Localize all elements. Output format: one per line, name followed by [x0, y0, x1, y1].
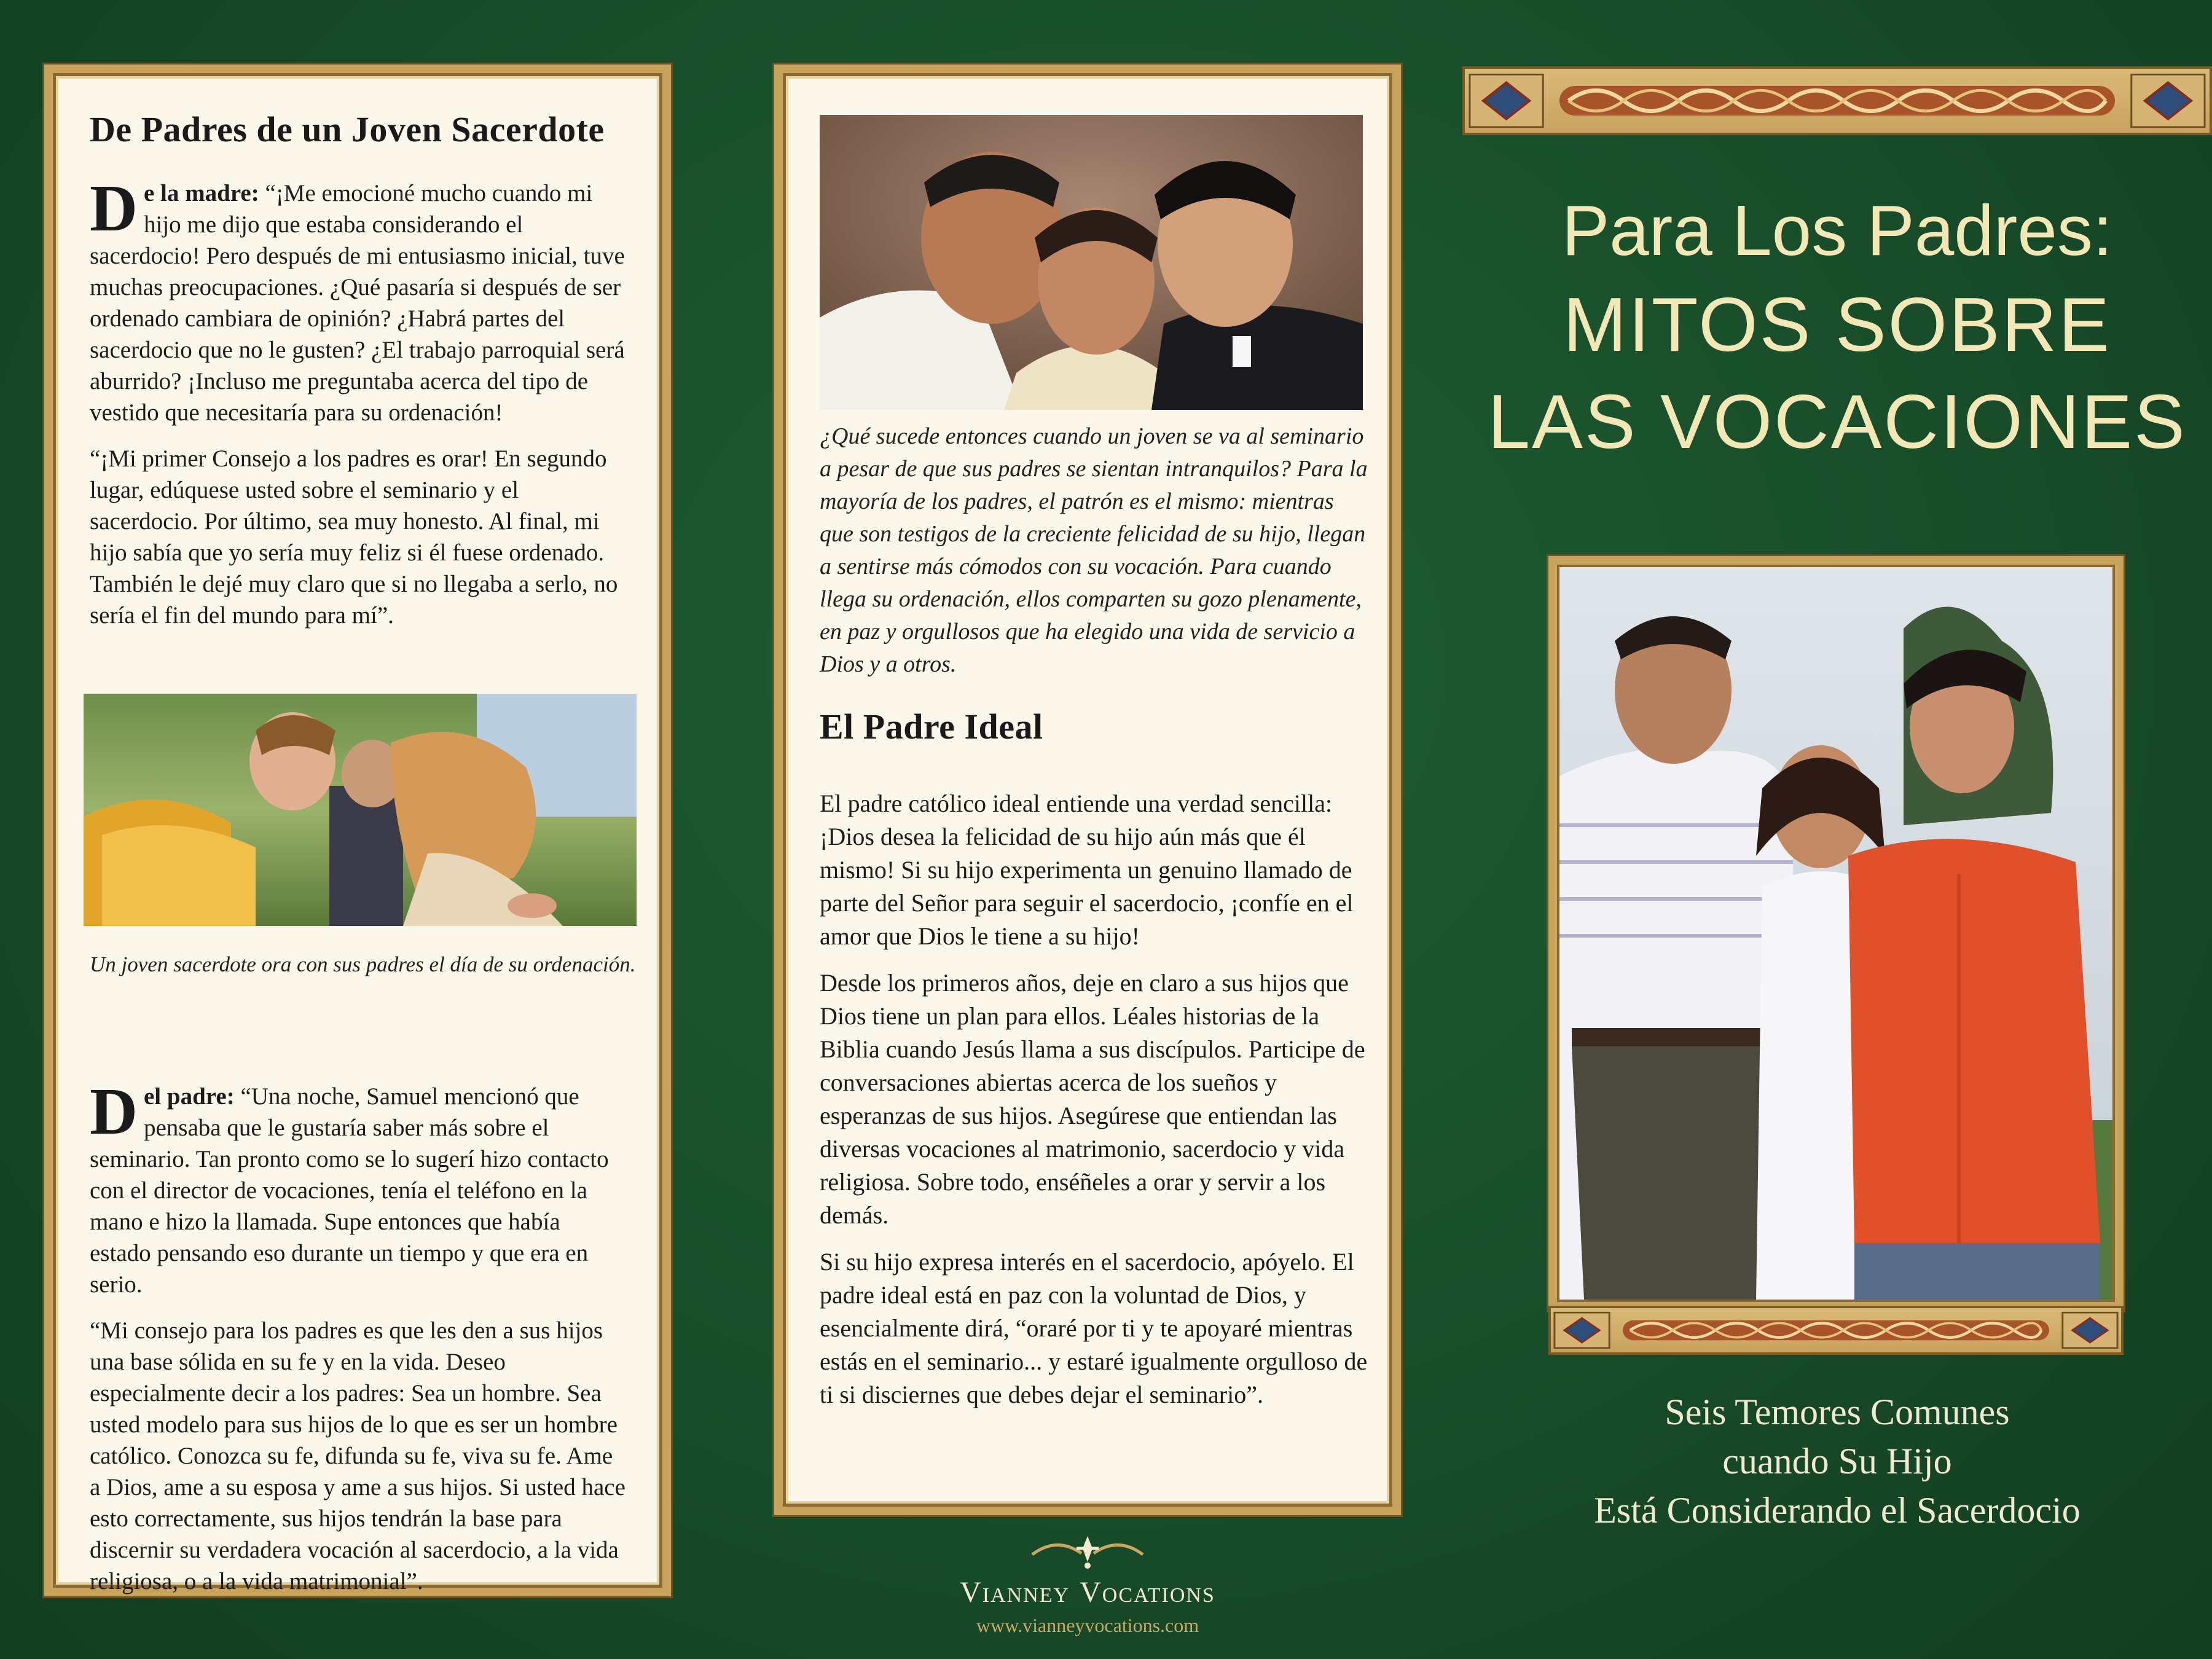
cover-title-line3: LAS VOCACIONES: [1488, 380, 2187, 465]
intro-italic: ¿Qué sucede entonces cuando un joven se va al seminario a pesar de que sus padres se sientan intranquilos? Para la mayoría de los padres, el patrón es el mismo: mientras que son testigos de la creciente felicidad de su hijo, llegan a sentirse más cómodos con su vocación. Para cuando llega su ordenación, ellos comparten su gozo plenamente, en paz y orgullosos que ha elegido una vida de servicio a Dios y a otros.: [820, 423, 1368, 677]
logo-ocations: OCATIONS: [1102, 1584, 1215, 1607]
ideal-para-2: Desde los primeros años, deje en claro a sus hijos que Dios tiene un plan para ellos. Léales historias de la Biblia cuando Jesús llama a sus discípulos. Participe de conversaciones abiertas acerca de los sueños y esperanzas de sus hijos. Asegúrese que entiendan las diversas vocaciones al matrimonio, sacerdocio y vida religiosa. Sobre todo, enséñeles a orar y servir a los demás.: [820, 969, 1365, 1229]
father-text: “Una noche, Samuel mencionó que pensaba que le gustaría saber más sobre el seminario. Tan pronto como se lo sugerí hizo contacto con el director de vocaciones, tenía el teléfono en la mano e hizo la llamada. Supe entonces que había estado pensando eso durante un tiempo y que era en serio.: [90, 1083, 609, 1298]
logo-v1: V: [960, 1576, 982, 1609]
middle-panel: [774, 65, 1401, 1515]
mother-lead: e la madre:: [144, 180, 259, 206]
bottom-ornament-strip: [1548, 1306, 2124, 1355]
left-heading: De Padres de un Joven Sacerdote: [90, 109, 605, 149]
mother-text: “¡Me emocioné mucho cuando mi hijo me dijo que estaba considerando el sacerdocio! Pero después de mi entusiasmo inicial, tuve muchas preocupaciones. ¿Qué pasaría si después de ser ordenado cambiara de opinión? ¿Habrá partes del sacerdocio que no le gusten? ¿El trabajo parroquial será aburrido? ¡Incluso me preguntaba acerca del tipo de vestido que necesitaría para su ordenación!: [90, 180, 625, 426]
cover-subtitle-line3: Está Considerando el Sacerdocio: [1594, 1490, 2081, 1531]
ordination-photo: [84, 694, 637, 926]
cover-title-line1: Para Los Padres:: [1561, 190, 2113, 270]
mother-quote: [90, 172, 626, 428]
mother-dropcap: D: [90, 172, 138, 245]
father-lead: el padre:: [144, 1083, 235, 1110]
father-quote: [90, 1075, 626, 1300]
cover-title: [1462, 184, 2212, 471]
cover-family-photo: [1559, 567, 2112, 1300]
logo-v2: V: [1080, 1576, 1102, 1609]
top-ornament-strip: [1462, 66, 2212, 135]
mother-section: [90, 172, 626, 631]
father-advice: “Mi consejo para los padres es que les den a sus hijos una base sólida en su fe y en la vida. Deseo especialmente decir a los padres: Sea un hombre. Sea usted modelo para sus hijos de lo que es ser un hombre católico. Conozca su fe, difunda su fe, viva su fe. Ame a Dios, ame a su esposa y ame a sus hijos. Si usted hace esto correctamente, sus hijos tendrán la base para discernir su verdadera vocación al sacerdocio, a la vida religiosa, o a la vida matrimonial”.: [90, 1317, 626, 1594]
ideal-father-body: [820, 787, 1373, 1411]
ideal-father-heading: El Padre Ideal: [820, 707, 1043, 747]
father-dropcap: D: [90, 1075, 138, 1148]
vianney-vocations-logo: [940, 1530, 1235, 1637]
logo-url: www.vianneyvocations.com: [976, 1614, 1199, 1636]
family-portrait-photo: [820, 115, 1363, 410]
cover-subtitle: [1487, 1387, 2187, 1535]
ordination-caption: Un joven sacerdote ora con sus padres el día de su ordenación.: [90, 952, 636, 976]
fleur-ornament-icon: [1020, 1530, 1155, 1573]
ideal-para-1: El padre católico ideal entiende una verdad sencilla: ¡Dios desea la felicidad de su hijo aún más que él mismo! Si su hijo experimenta un genuino llamado de parte del Señor para seguir el sacerdocio, ¡confíe en el amor que Dios le tiene a su hijo!: [820, 790, 1354, 950]
father-section: [90, 1075, 626, 1597]
cover-subtitle-line2: cuando Su Hijo: [1722, 1441, 1952, 1481]
cover-subtitle-line1: Seis Temores Comunes: [1665, 1392, 2010, 1432]
mother-advice: “¡Mi primer Consejo a los padres es orar! En segundo lugar, edúquese usted sobre el seminario y el sacerdocio. Por último, sea muy honesto. Al final, mi hijo sabía que yo sería muy feliz si él fuese ordenado. También le dejé muy claro que si no llegaba a serlo, no sería el fin del mundo para mí”.: [90, 445, 618, 629]
cover-title-line2: MITOS SOBRE: [1563, 283, 2111, 367]
logo-ianney: IANNEY: [982, 1584, 1070, 1607]
cover-photo-frame: [1548, 556, 2124, 1311]
left-panel: [44, 65, 671, 1596]
ideal-para-3: Si su hijo expresa interés en el sacerdocio, apóyelo. El padre ideal está en paz con la voluntad de Dios, y esencialmente dirá, “oraré por ti y te apoyaré mientras estás en el seminario... y estaré igualmente orgulloso de ti si disciernes que debes dejar el seminario”.: [820, 1248, 1368, 1408]
